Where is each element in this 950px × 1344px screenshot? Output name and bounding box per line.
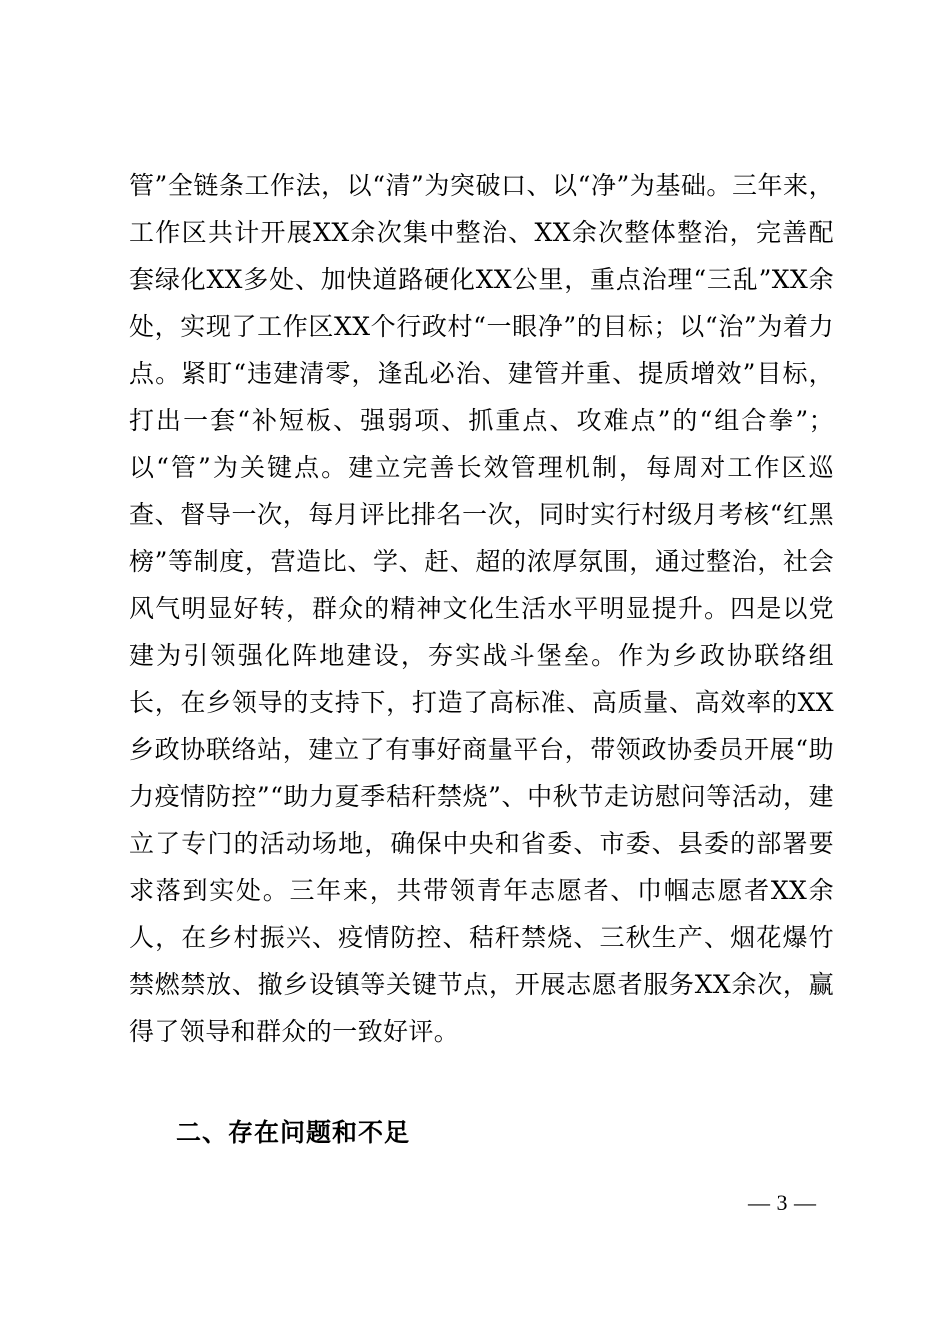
body-paragraph: 管”全链条工作法，以“清”为突破口、以“净”为基础。三年来，工作区共计开展XX余次集中整治、XX余次整体整治，完善配套绿化XX多处、加快道路硬化XX公里，重点治理“三乱”XX余处，实现了工作区XX个行政村“一眼净”的目标；以“治”为着力点。紧盯“违建清零，逢乱必治、建管并重、提质增效”目标，打出一套“补短板、强弱项、抓重点、攻难点”的“组合拳”；以“管”为关键点。建立完善长效管理机制，每周对工作区巡查、督导一次，每月评比排名一次，同时实行村级月考核“红黑榜”等制度，营造比、学、赶、超的浓厚氛围，通过整治，社会风气明显好转，群众的精神文化生活水平明显提升。四是以党建为引领强化阵地建设，夯实战斗堡垒。作为乡政协联络组长，在乡领导的支持下，打造了高标准、高质量、高效率的XX乡政协联络站，建立了有事好商量平台，带领政协委员开展“助力疫情防控”“助力夏季秸秆禁烧”、中秋节走访慰问等活动，建立了专门的活动场地，确保中央和省委、市委、县委的部署要求落到实处。三年来，共带领青年志愿者、巾帼志愿者XX余人，在乡村振兴、疫情防控、秸秆禁烧、三秋生产、烟花爆竹禁燃禁放、撤乡设镇等关键节点，开展志愿者服务XX余次，赢得了领导和群众的一致好评。 [129, 171, 834, 1046]
page-number: — 3 — [748, 1190, 817, 1215]
section-heading: 二、存在问题和不足 [176, 1118, 411, 1147]
